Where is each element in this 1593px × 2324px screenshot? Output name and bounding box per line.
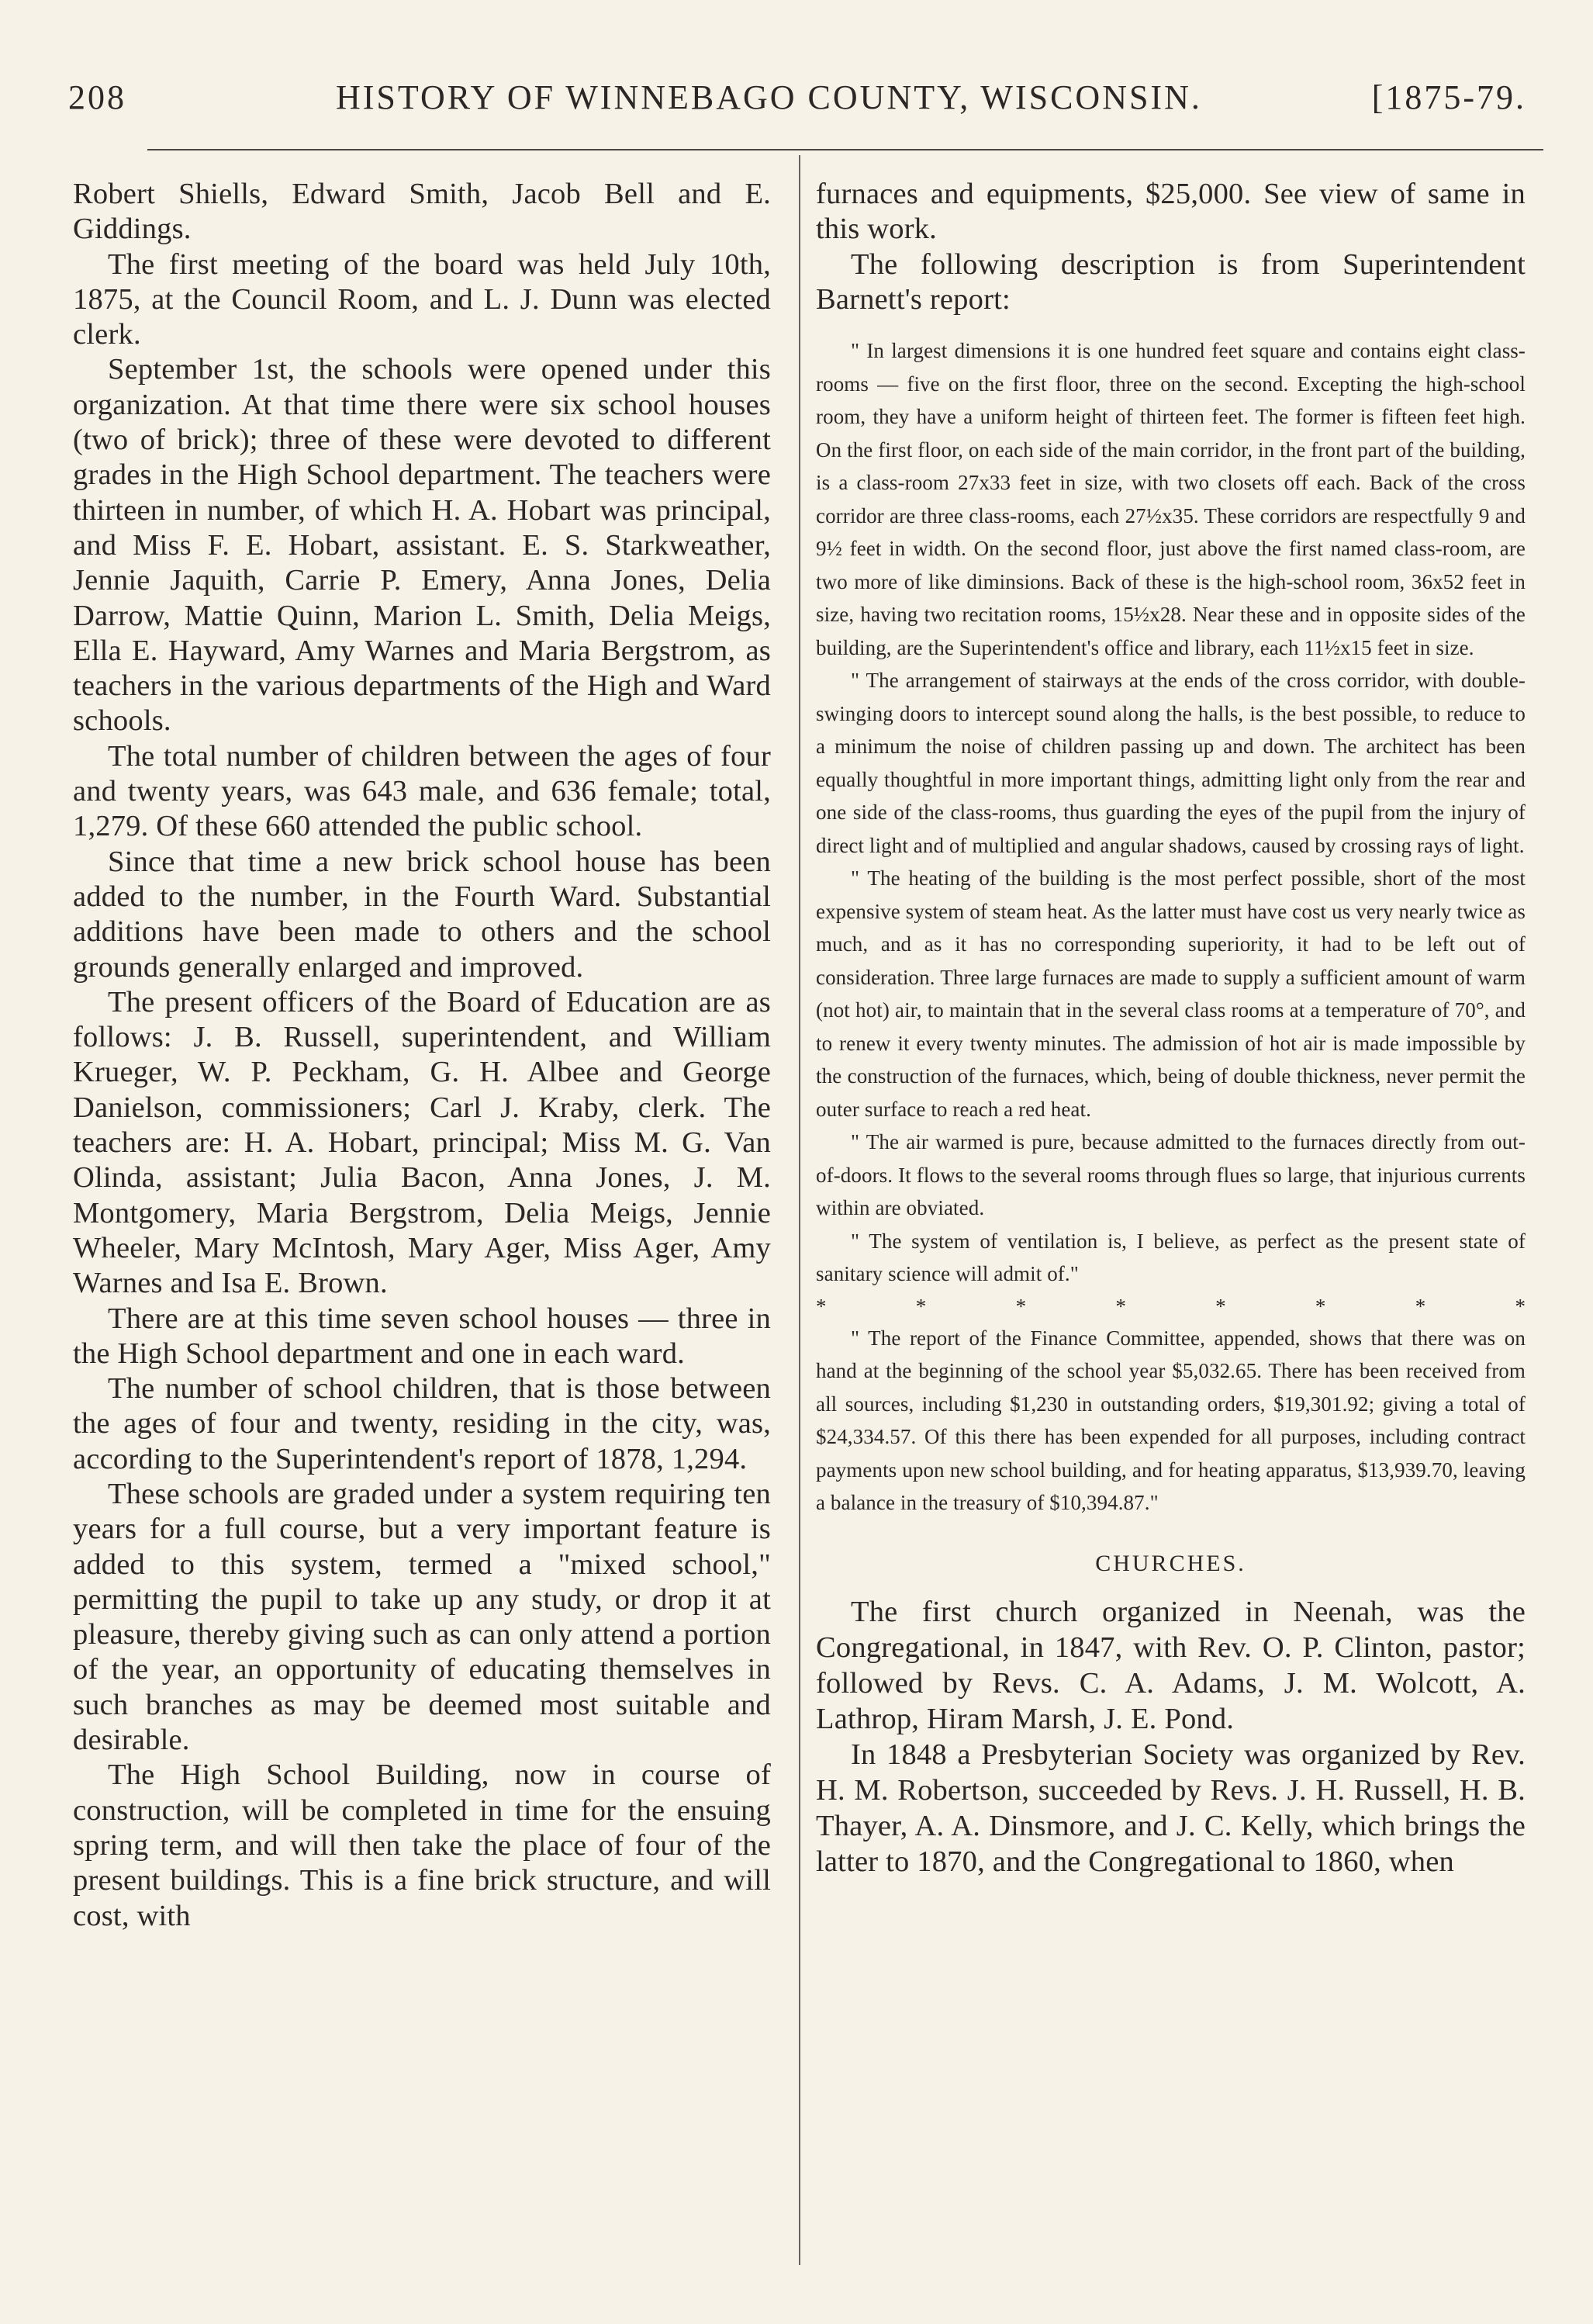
header-rule [147,149,1543,150]
section-heading-churches: CHURCHES. [1095,1550,1246,1576]
quote-paragraph: " The system of ventilation is, I believe, as perfect as the present state of sanitary science will admit of." [816,1229,1526,1286]
running-header [68,71,1526,126]
running-title: HISTORY OF WINNEBAGO COUNTY, WISCONSIN. [336,78,1202,116]
star: * [1115,1294,1126,1318]
star: * [1515,1294,1526,1318]
quote-paragraph: " The arrangement of stairways at the ends of the cross corridor, with double-swinging doors to intercept sound along the halls, is the best possible, to reduce to a minimum the noise of children passing up and down. The architect has been equally thoughtful in more important things, admitting light only from the rear and one side of the class-rooms, thus guarding the eyes of the pupil from the injury of direct light and of multiplied and angular shadows, caused by crossing rays of light. [816,669,1526,857]
right-column [816,177,1526,1880]
paragraph: The first church organized in Neenah, was the Congregational, in 1847, with Rev. O. P. Clinton, pastor; followed by Revs. C. A. Adams, J. M. Wolcott, A. Lathrop, Hiram Marsh, J. E. Pond. [816,1595,1526,1735]
paragraph: Robert Shiells, Edward Smith, Jacob Bell and E. Giddings. [73,178,771,246]
star: * [816,1294,827,1318]
ellipsis-stars [816,1291,1526,1322]
paragraph: In 1848 a Presbyterian Society was organized by Rev. H. M. Robertson, succeeded by Revs. J. H. Russell, H. B. Thayer, A. A. Dinsmore, and J. C. Kelly, which brings the latter to 1870, and the Congregational to 1860, when [816,1738,1526,1878]
paragraph: The first meeting of the board was held July 10th, 1875, at the Council Room, and L. J. Dunn was elected clerk. [73,247,771,351]
quote-paragraph: " The air warmed is pure, because admitted to the furnaces directly from out-of-doors. It flows to the several rooms through flues so large, that injurious currents within are obviated. [816,1130,1526,1220]
paragraph: The number of school children, that is those between the ages of four and twenty, residing in the city, was, according to the Superintendent's report of 1878, 1,294. [73,1372,771,1475]
quote-paragraph: " The report of the Finance Committee, appended, shows that there was on hand at the beginning of the school year $5,032.65. There has been received from all sources, including $1,230 in outstanding orders, $19,301.92; giving a total of $24,334.57. Of this there has been expended for all purposes, including contract payments upon new school building, and for heating apparatus, $13,939.70, leaving a balance in the treasury of $10,394.87." [816,1326,1526,1515]
quote-paragraph: " The heating of the building is the most perfect possible, short of the most expensive system of steam heat. As the latter must have cost us very nearly twice as much, and as it has no corresponding superiority, it had to be left out of consideration. Three large furnaces are made to supply a sufficient amount of warm (not hot) air, to maintain that in the several class rooms at a temperature of 70°, and to renew it every twenty minutes. The admission of hot air is made impossible by the construction of the furnaces, which, being of double thickness, never permit the outer surface to reach a red heat. [816,866,1526,1121]
star: * [1415,1294,1426,1318]
paragraph: September 1st, the schools were opened under this organization. At that time there were six school houses (two of brick); three of these were devoted to different grades in the High School department. The teachers were thirteen in number, of which H. A. Hobart was principal, and Miss F. E. Hobart, assistant. E. S. Starkweather, Jennie Jaquith, Carrie P. Emery, Anna Jones, Delia Darrow, Mattie Quinn, Marion L. Smith, Delia Meigs, Ella E. Hayward, Amy Warnes and Maria Bergstrom, as teachers in the various departments of the High and Ward schools. [73,353,771,738]
page-number: 208 [68,78,126,116]
paragraph: The High School Building, now in course of construction, will be completed in time for the ensuing spring term, and will then take the place of four of the present buildings. This is a fine brick structure, and will cost, with [73,1759,771,1932]
left-column [73,177,771,1934]
paragraph: The present officers of the Board of Education are as follows: J. B. Russell, superintendent, and William Krueger, W. P. Peckham, G. H. Albee and George Danielson, commissioners; Carl J. Kraby, clerk. The teachers are: H. A. Hobart, principal; Miss M. G. Van Olinda, assistant; Julia Bacon, Anna Jones, J. M. Montgomery, Maria Bergstrom, Delia Meigs, Jennie Wheeler, Mary McIntosh, Mary Ager, Miss Ager, Amy Warnes and Isa E. Brown. [73,985,771,1300]
paragraph: There are at this time seven school houses — three in the High School department and one in each ward. [73,1302,771,1370]
paragraph: Since that time a new brick school house has been added to the number, in the Fourth Ward. Substantial additions have been made to others and the school grounds generally enlarged and improved. [73,845,771,984]
paragraph: The total number of children between the ages of four and twenty years, was 643 male, and 636 female; total, 1,279. Of these 660 attended the public school. [73,739,771,843]
star: * [1315,1294,1326,1318]
star: * [1015,1294,1027,1318]
report-quotation [816,334,1526,1520]
year-range: [1875-79. [1371,78,1526,116]
paragraph: The following description is from Superintendent Barnett's report: [816,247,1526,316]
star: * [915,1294,927,1318]
column-divider [799,155,800,2265]
paragraph: These schools are graded under a system requiring ten years for a full course, but a very important feature is added to this system, termed a "mixed school," permitting the pupil to take up any study, or drop it at pleasure, thereby giving such as can only attend a portion of the year, an opportunity of educating themselves in such branches as may be deemed most suitable and desirable. [73,1477,771,1757]
star: * [1215,1294,1226,1318]
paragraph: furnaces and equipments, $25,000. See view of same in this work. [816,178,1526,246]
quote-paragraph: " In largest dimensions it is one hundred feet square and contains eight class-rooms — five on the first floor, three on the second. Excepting the high-school room, they have a uniform height of thirteen feet. The former is fifteen feet high. On the first floor, on each side of the main corridor, in the front part of the building, is a class-room 27x33 feet in size, with two closets off each. Back of the cross corridor are three class-rooms, each 27½x35. These corridors are respectfully 9 and 9½ feet in width. On the second floor, just above the first named class-room, are two more of like diminsions. Back of these is the high-school room, 36x52 feet in size, having two recitation rooms, 15½x28. Near these and in opposite sides of the building, are the Superintendent's office and library, each 11½x15 feet in size. [816,339,1526,659]
